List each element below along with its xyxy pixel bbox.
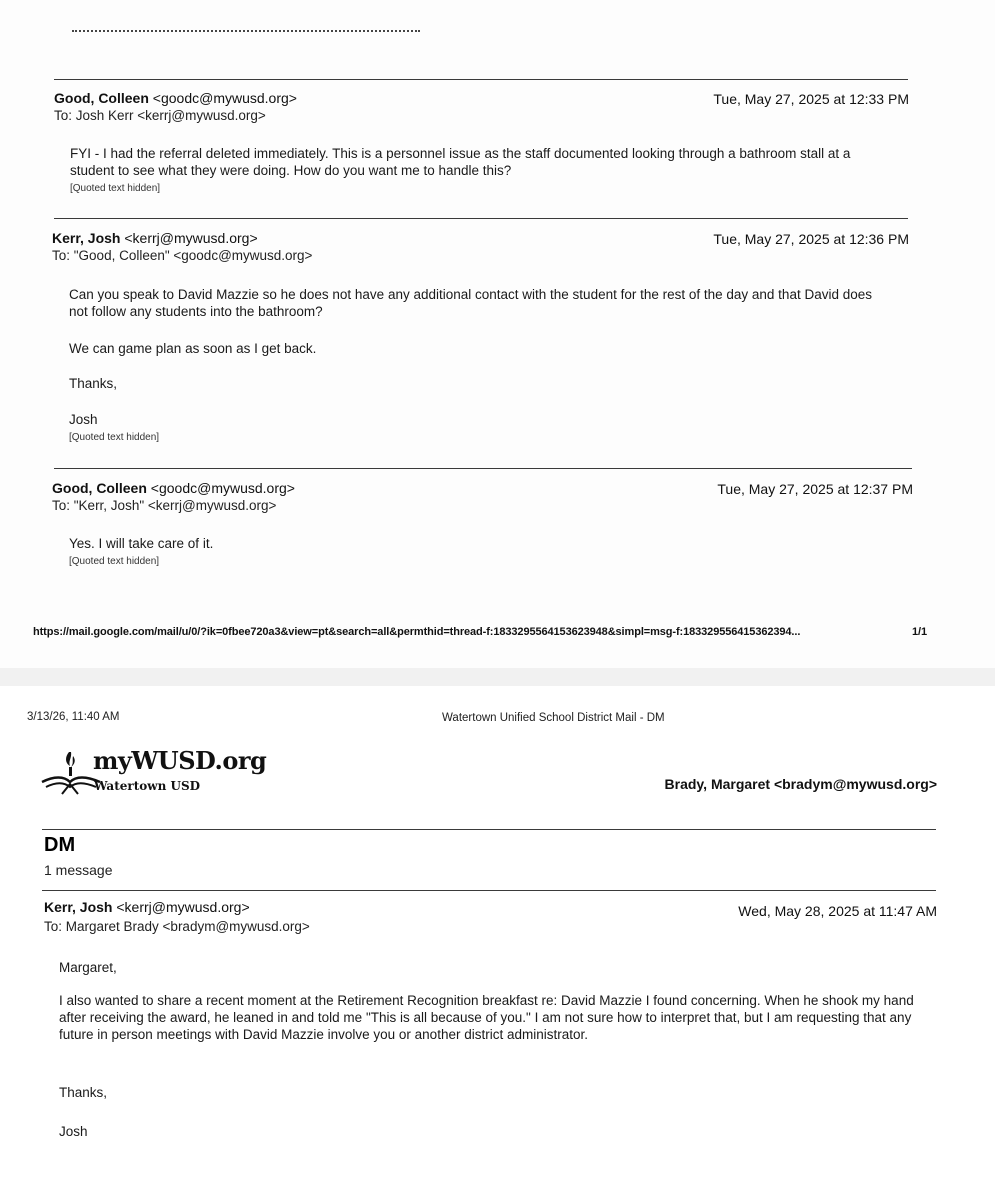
email-sender [52, 480, 295, 496]
body-paragraph: We can game plan as soon as I get back. [69, 341, 317, 356]
divider [54, 218, 908, 219]
sender-email: <kerrj@mywusd.org> [124, 230, 258, 246]
email-subject: DM [44, 834, 76, 856]
sender-email: <goodc@mywusd.org> [150, 480, 295, 496]
printed-page-2 [0, 686, 995, 1200]
divider [54, 79, 908, 80]
email-sender [54, 90, 297, 106]
email-signature: Josh [59, 1124, 88, 1139]
body-paragraph: Thanks, [69, 376, 118, 391]
logo-name: myWUSD.org [93, 746, 267, 775]
logo-subtitle: Watertown USD [94, 779, 201, 793]
body-paragraph: Josh [69, 412, 98, 427]
quoted-text-hidden[interactable]: [Quoted text hidden] [70, 183, 161, 194]
email-date: Tue, May 27, 2025 at 12:37 PM [717, 481, 913, 497]
sender-name: Good, Colleen [54, 90, 149, 106]
email-date: Wed, May 28, 2025 at 11:47 AM [738, 903, 937, 919]
divider [54, 468, 912, 469]
print-footer-url[interactable]: https://mail.google.com/mail/u/0/?ik=0fbee720a3&view=pt&search=all&permthid=thread-f:1833295564153623948&simpl=msg-f:183329556415362394... [33, 626, 801, 638]
email-date: Tue, May 27, 2025 at 12:33 PM [713, 91, 909, 107]
page-number: 1/1 [912, 626, 927, 638]
email-recipient: To: Margaret Brady <bradym@mywusd.org> [44, 919, 310, 934]
email-recipient: To: Josh Kerr <kerrj@mywusd.org> [54, 108, 266, 123]
email-closing: Thanks, [59, 1085, 108, 1100]
body-paragraph: Yes. I will take care of it. [69, 536, 214, 551]
sender-name: Good, Colleen [52, 480, 147, 496]
page-gap [0, 668, 995, 686]
message-count: 1 message [44, 862, 113, 878]
email-date: Tue, May 27, 2025 at 12:36 PM [713, 231, 909, 247]
sender-email: <kerrj@mywusd.org> [116, 899, 250, 915]
divider [42, 829, 936, 830]
dotted-separator [72, 30, 420, 32]
print-datetime: 3/13/26, 11:40 AM [27, 711, 120, 723]
email-body [70, 145, 890, 179]
sender-email: <goodc@mywusd.org> [152, 90, 297, 106]
logo [40, 746, 267, 806]
email-recipient: To: "Good, Colleen" <goodc@mywusd.org> [52, 248, 313, 263]
divider [42, 890, 936, 891]
quoted-text-hidden[interactable]: [Quoted text hidden] [69, 556, 160, 567]
sender-name: Kerr, Josh [52, 230, 121, 246]
quoted-text-hidden[interactable]: [Quoted text hidden] [69, 432, 160, 443]
email-body [69, 286, 889, 320]
body-paragraph: Can you speak to David Mazzie so he does not have any additional contact with the student for the rest of the day and that David does not follow any students into the bathroom? [69, 287, 872, 319]
print-title: Watertown Unified School District Mail - DM [442, 712, 665, 724]
email-greeting: Margaret, [59, 960, 117, 975]
account-owner: Brady, Margaret <bradym@mywusd.org> [664, 776, 937, 792]
email-sender [44, 899, 250, 915]
email-recipient: To: "Kerr, Josh" <kerrj@mywusd.org> [52, 498, 277, 513]
email-body: I also wanted to share a recent moment at the Retirement Recognition breakfast re: David Mazzie I found concerning. When he shook my hand after receiving the award, he leaned in and told me "This is all because of you." I am not sure how to interpret that, but I am requesting that any future in person meetings with David Mazzie involve you or another district administrator. [59, 993, 914, 1042]
email-sender [52, 230, 258, 246]
sender-name: Kerr, Josh [44, 899, 113, 915]
body-paragraph: FYI - I had the referral deleted immediately. This is a personnel issue as the staff documented looking through a bathroom stall at a student to see what they were doing. How do you want me to handle this? [70, 146, 851, 178]
